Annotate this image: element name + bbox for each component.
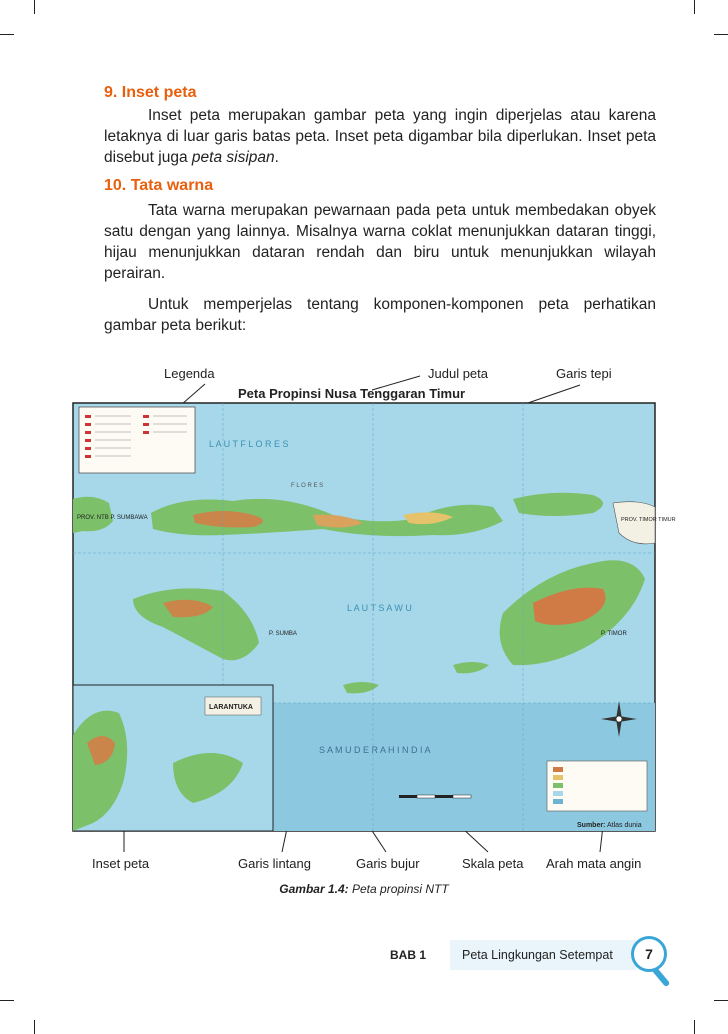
paragraph-text: Tata warna merupakan pewarnaan pada peta untuk membedakan obyek satu dengan yang lainnya. Misalnya warna coklat menunjukkan dataran tinggi, hijau menunjukkan dataran rendah dan biru untuk menunjukkan wilayah perairan. (104, 202, 656, 282)
section-heading-inset: 9. Inset peta (104, 84, 197, 101)
legend-symbol (143, 431, 149, 434)
pointer-garis-tepi (525, 385, 580, 404)
paragraph-text: Untuk memperjelas tentang komponen-komponen peta perhatikan gambar peta berikut: (104, 296, 656, 334)
label-garis-tepi: Garis tepi (556, 366, 612, 381)
label-laut-flores: L A U T F L O R E S (209, 439, 289, 449)
elevation-swatch (553, 775, 563, 780)
figure-caption (0, 882, 728, 896)
label-garis-bujur: Garis bujur (356, 856, 420, 871)
legend-symbol (143, 415, 149, 418)
legend-symbol (85, 423, 91, 426)
map-source (577, 822, 642, 829)
label-timor-timur: PROV. TIMOR TIMUR (621, 517, 676, 523)
label-skala-peta: Skala peta (462, 856, 524, 871)
label-timor: P. TIMOR (601, 631, 627, 637)
paragraph-text: Inset peta merupakan gambar peta yang ingin diperjelas atau karena letaknya di luar garis batas peta. Inset peta digambar bila diperlukan. Inset peta disebut juga (104, 107, 656, 166)
section-heading-tata-warna: 10. Tata warna (104, 177, 214, 194)
scale-segment (417, 795, 435, 798)
caption-text: Peta propinsi NTT (352, 882, 449, 896)
elevation-swatch (553, 783, 563, 788)
label-sumba: P. SUMBA (269, 631, 297, 637)
scale-segment (453, 795, 471, 798)
label-garis-lintang: Garis lintang (238, 856, 311, 871)
scale-segment (399, 795, 417, 798)
inset-title: LARANTUKA (209, 704, 253, 711)
legend-symbol (85, 415, 91, 418)
pointer-judul (372, 376, 420, 390)
scale-segment (435, 795, 453, 798)
footer-chapter: BAB 1 (390, 948, 427, 962)
island-alor (513, 493, 603, 516)
label-samudera: S A M U D E R A H I N D I A (319, 745, 431, 755)
legend-symbol (85, 455, 91, 458)
label-arah-mata-angin: Arah mata angin (546, 856, 642, 871)
paragraph-end: . (274, 149, 279, 166)
label-sumbawa: PROV. NTB P. SUMBAWA (77, 515, 148, 521)
legend-symbol (85, 431, 91, 434)
legend-symbol (85, 439, 91, 442)
emphasis-text: peta sisipan (191, 149, 275, 166)
elevation-swatch (553, 767, 563, 772)
source-label: Sumber: (577, 822, 606, 829)
page-number: 7 (631, 936, 667, 972)
label-legenda: Legenda (164, 366, 215, 381)
label-laut-sawu: L A U T S A W U (347, 603, 412, 613)
map-ntt (73, 403, 676, 831)
map-scale (399, 795, 471, 798)
map-title: Peta Propinsi Nusa Tenggaran Timur (238, 386, 466, 401)
elevation-swatch (553, 799, 563, 804)
legend-symbol (143, 423, 149, 426)
label-flores: F L O R E S (291, 483, 324, 489)
label-inset-peta: Inset peta (92, 856, 150, 871)
legend-symbol (85, 447, 91, 450)
elevation-swatch (553, 791, 563, 796)
source-text: Atlas dunia (606, 822, 642, 829)
caption-label: Gambar 1.4: (279, 882, 349, 896)
label-judul-peta: Judul peta (428, 366, 488, 381)
compass-center (616, 716, 622, 722)
footer-title: Peta Lingkungan Setempat (462, 948, 613, 962)
